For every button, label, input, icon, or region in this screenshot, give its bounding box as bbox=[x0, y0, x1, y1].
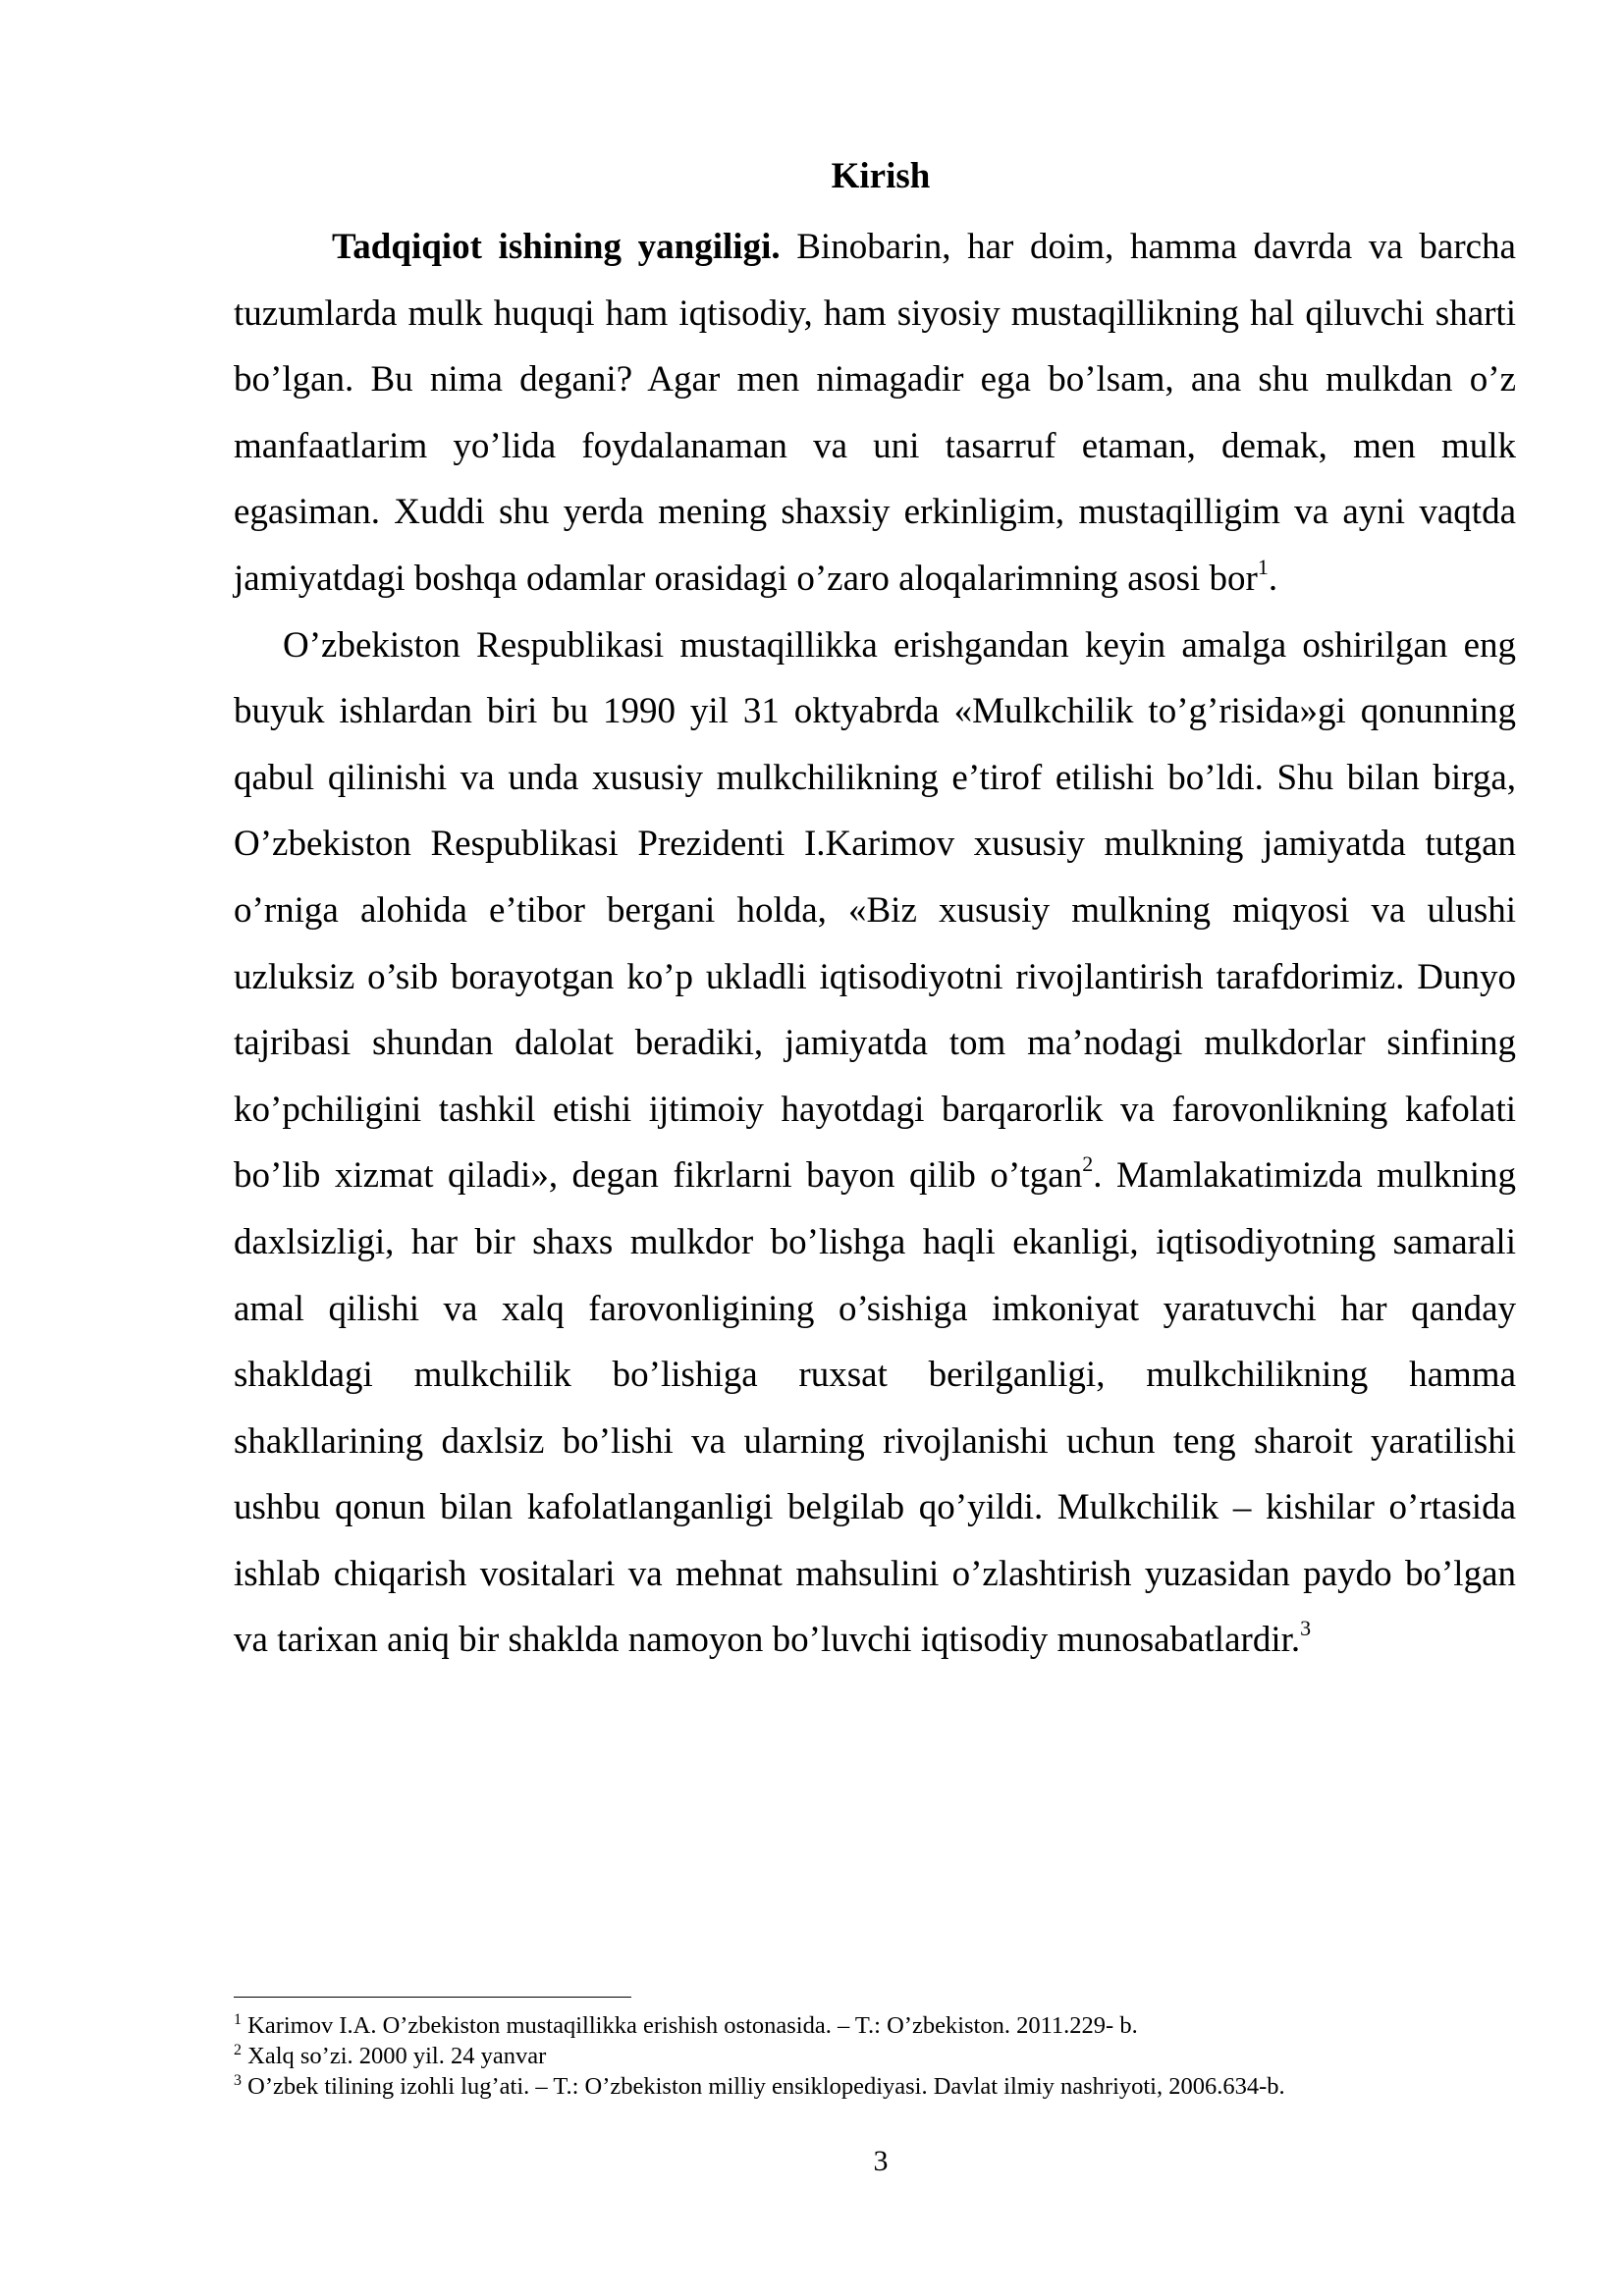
footnote-3 bbox=[234, 2071, 1516, 2102]
footnote-reference[interactable]: 1 bbox=[1257, 554, 1269, 579]
footnote-separator bbox=[234, 1997, 631, 1998]
footnotes bbox=[234, 2010, 1516, 2102]
paragraph-novelty bbox=[234, 214, 1516, 613]
footnote-number: 1 bbox=[234, 2011, 242, 2028]
paragraph-end: . bbox=[1268, 558, 1278, 599]
footnote-1 bbox=[234, 2010, 1516, 2041]
footnote-text: Xalq so’zi. 2000 yil. 24 yanvar bbox=[247, 2043, 547, 2069]
paragraph-property-law bbox=[234, 613, 1516, 1675]
footnote-text: O’zbek tilining izohli lug’ati. – T.: O’zbekiston milliy ensiklopediyasi. Davlat ilmiy nashriyoti, 2006.634-b. bbox=[247, 2073, 1285, 2100]
footnote-number: 3 bbox=[234, 2072, 242, 2089]
footnote-text: Karimov I.A. O’zbekiston mustaqillikka erishish ostonasida. – T.: O’zbekiston. 2011.229- b. bbox=[247, 2012, 1138, 2039]
footnote-reference[interactable]: 3 bbox=[1300, 1616, 1312, 1641]
section-heading: Kirish bbox=[831, 156, 931, 196]
paragraph-text: . Mamlakatimizda mulkning daxlsizligi, har bir shaxs mulkdor bo’lishga haqli ekanligi, iqtisodiyotning samarali amal qilishi va xalq farovonligining o’sishiga imkoniyat yaratuvchi har qanday shakldagi mulkchilik bo’lishiga ruxsat berilganligi, mulkchilikning hamma shakllarining daxlsiz bo’lishi va ularning rivojlanishi uchun teng sharoit yaratilishi ushbu qonun bilan kafolatlanganligi belgilab qo’yildi. Mulkchilik – kishilar o’rtasida ishlab chiqarish vositalari va mehnat mahsulini o’zlashtirish yuzasidan paydo bo’lgan va tarixan aniq bir shaklda namoyon bo’luvchi iqtisodiy munosabatlardir. bbox=[234, 1155, 1517, 1661]
paragraph-text: O’zbekiston Respublikasi mustaqillikka erishgandan keyin amalga oshirilgan eng buyuk ishlardan biri bu 1990 yil 31 oktyabrda «Mulkchilik to’g’risida»gi qonunning qabul qilinishi va unda xususiy mulkchilikning e’tirof etilishi bo’ldi. Shu bilan birga, O’zbekiston Respublikasi Prezidenti I.Karimov xususiy mulkning jamiyatda tutgan o’rniga alohida e’tibor bergani holda, «Biz xususiy mulkning miqyosi va ulushi uzluksiz o’sib borayotgan ko’p ukladli iqtisodiyotni rivojlantirish tarafdorimiz. Dunyo tajribasi shundan dalolat beradiki, jamiyatda tom ma’nodagi mulkdorlar sinfining ko’pchiligini tashkil etishi ijtimoiy hayotdagi barqarorlik va farovonlikning kafolati bo’lib xizmat qiladi», degan fikrlarni bayon qilib o’tgan bbox=[234, 624, 1516, 1197]
footnote-reference[interactable]: 2 bbox=[1082, 1151, 1094, 1177]
footnote-2 bbox=[234, 2041, 1516, 2071]
footnote-number: 2 bbox=[234, 2042, 242, 2058]
paragraph-text: Binobarin, har doim, hamma davrda va barcha tuzumlarda mulk huquqi ham iqtisodiy, ham siyosiy mustaqillikning hal qiluvchi sharti bo’lgan. Bu nima degani? Agar men nimagadir ega bo’lsam, ana shu mulkdan o’z manfaatlarim yo’lida foydalanaman va uni tasarruf etaman, demak, men mulk egasiman. Xuddi shu yerda mening shaxsiy erkinligim, mustaqilligim va ayni vaqtda jamiyatdagi boshqa odamlar orasidagi o’zaro aloqalarimning asosi bor bbox=[234, 227, 1516, 599]
paragraph-lead: Tadqiqiot ishining yangiligi. bbox=[332, 227, 781, 267]
body-text bbox=[234, 214, 1516, 1674]
page-number: 3 bbox=[873, 2145, 889, 2177]
